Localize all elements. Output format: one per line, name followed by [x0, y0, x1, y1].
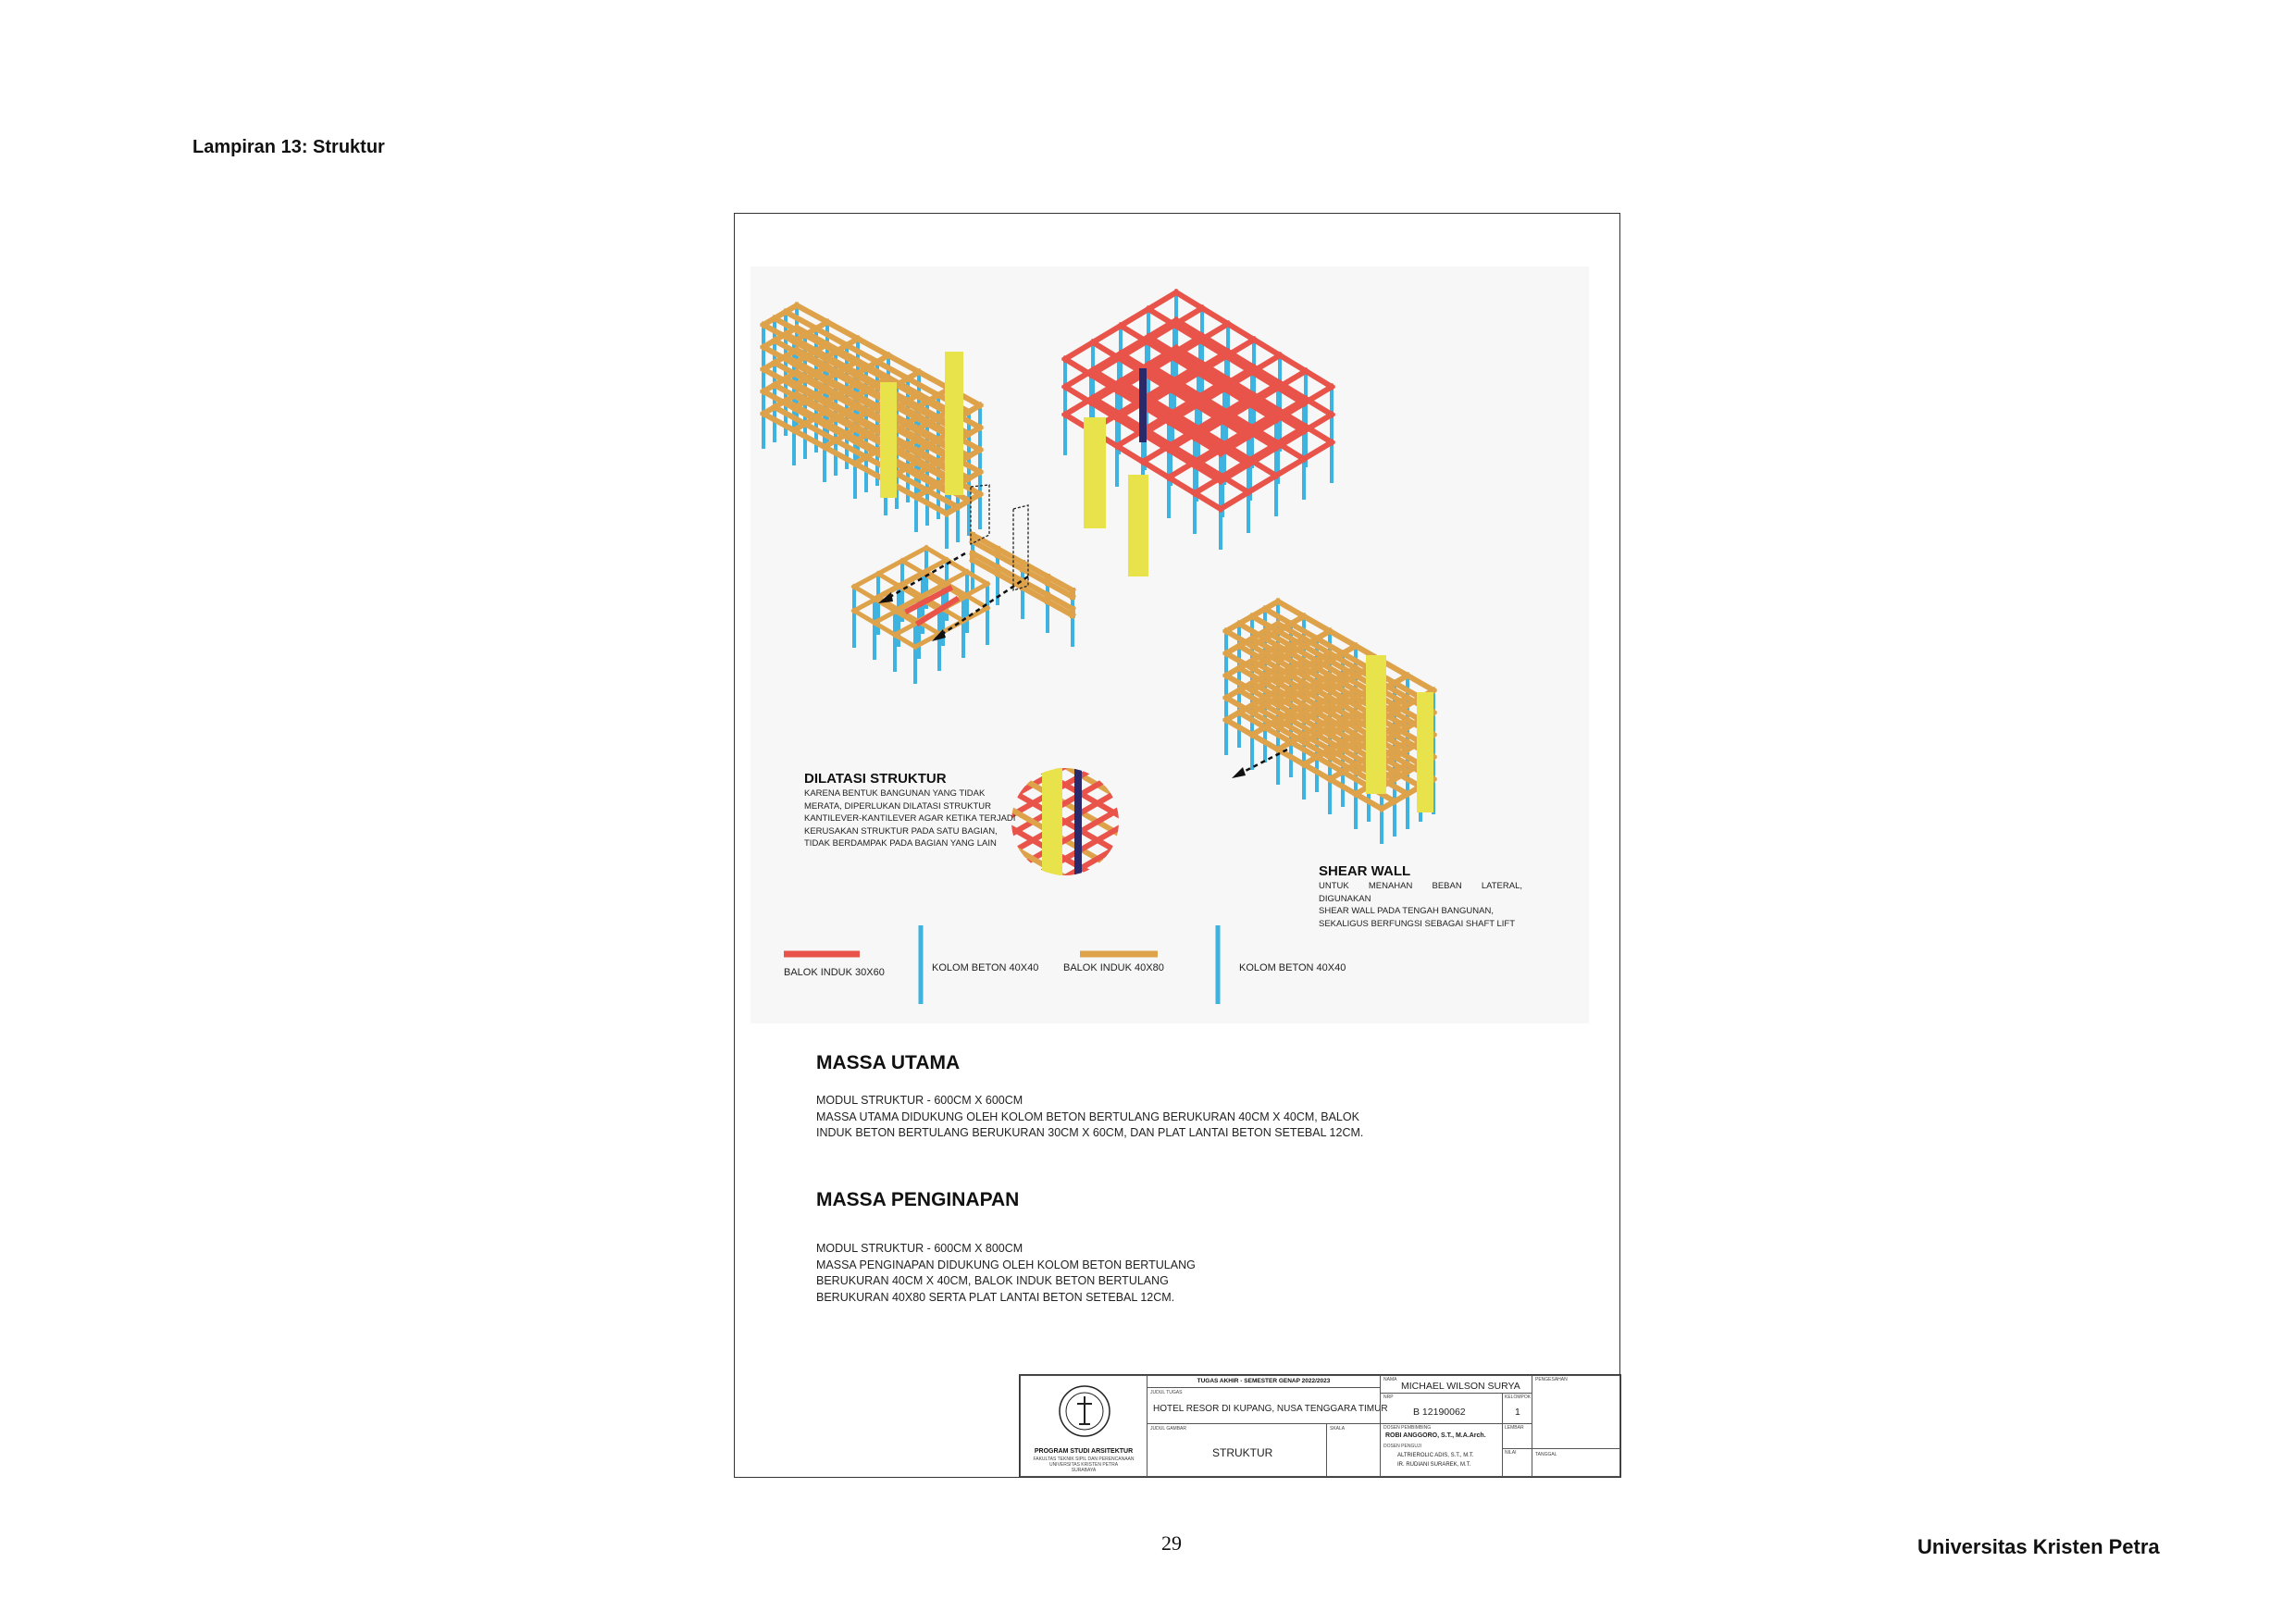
shear-wall-description: UNTUK MENAHAN BEBAN LATERAL, DIGUNAKAN SHEAR WALL PADA TENGAH BANGUNAN, SEKALIGUS BERFUNGSI SEBAGAI SHAFT LIFT [1319, 881, 1522, 929]
shear-wall-title: SHEAR WALL [1319, 863, 1411, 879]
student-name: MICHAEL WILSON SURYA [1401, 1381, 1520, 1392]
structure-diagram [751, 267, 1589, 1023]
massa-utama-description: MODUL STRUKTUR - 600CM X 600CM MASSA UTAMA DIDUKUNG OLEH KOLOM BETON BERTULANG BERUKURAN 40CM X 40CM, BALOK INDUK BETON BERTULANG BERUKURAN 30CM X 60CM, DAN PLAT LANTAI BETON SETEBAL 12CM. [816, 1094, 1364, 1139]
group-number: 1 [1515, 1407, 1520, 1418]
dilatasi-title: DILATASI STRUKTUR [804, 771, 947, 787]
student-id: B 12190062 [1413, 1407, 1466, 1418]
dilatasi-description: KARENA BENTUK BANGUNAN YANG TIDAK MERATA, DIPERLUKAN DILATASI STRUKTUR KANTILEVER-KANTILEVER AGAR KETIKA TERJADI KERUSAKAN STRUKTUR PADA SATU BAGIAN, TIDAK BERDAMPAK PADA BAGIAN YANG LAIN [804, 788, 1016, 849]
massa-utama-title: MASSA UTAMA [816, 1052, 961, 1073]
legend-balok-40x80: BALOK INDUK 40X80 [1063, 962, 1164, 973]
page-number: 29 [1161, 1531, 1182, 1555]
mentor-name: ROBI ANGGORO, S.T., M.A.Arch. [1385, 1432, 1486, 1439]
footer-university: Universitas Kristen Petra [1917, 1535, 2160, 1558]
university-seal-icon [1057, 1383, 1112, 1439]
massa-penginapan-description: MODUL STRUKTUR - 600CM X 800CM MASSA PENGINAPAN DIDUKUNG OLEH KOLOM BETON BERTULANG BERUKURAN 40CM X 40CM, BALOK INDUK BETON BERTULANG BERUKURAN 40X80 SERTA PLAT LANTAI BETON SETEBAL 12CM. [816, 1242, 1196, 1304]
title-block: PROGRAM STUDI ARSITEKTUR FAKULTAS TEKNIK SIPIL DAN PERENCANAAN UNIVERSITAS KRISTEN PETRA SURABAYA TUGAS AKHIR - SEMESTER GENAP 2022/2023 JUDUL TUGAS HOTEL RESOR DI KUPANG, NUSA TENGGARA TIMUR JUDUL GAMBAR STRUKTUR SKALA NAMA MICHAEL WILSON SURYA NRP B 12190062 KELOMPOK 1 DOSEN PEMBIMBING ROBI ANGGORO, S.T., M.A.Arch. DOSEN PENGUJI ALTRIEROLIC ADIS, S.T., M.T. IR. RUDIANI SURAREK, M.T. LEMBAR NILAI PENGESAHAN TANGGAL [1019, 1374, 1621, 1478]
page-heading: Lampiran 13: Struktur [192, 137, 385, 157]
drawing-title: STRUKTUR [1212, 1446, 1273, 1459]
examiner-1: ALTRIEROLIC ADIS, S.T., M.T. [1397, 1453, 1474, 1458]
examiner-2: IR. RUDIANI SURAREK, M.T. [1397, 1462, 1471, 1468]
legend-kolom-40x40-b: KOLOM BETON 40X40 [1239, 962, 1346, 973]
university-logo-cell: PROGRAM STUDI ARSITEKTUR FAKULTAS TEKNIK SIPIL DAN PERENCANAAN UNIVERSITAS KRISTEN PETRA SURABAYA [1020, 1375, 1148, 1477]
massa-penginapan-title: MASSA PENGINAPAN [816, 1189, 1020, 1210]
semester-label: TUGAS AKHIR - SEMESTER GENAP 2022/2023 [1197, 1378, 1331, 1384]
legend-balok-30x60: BALOK INDUK 30X60 [784, 967, 885, 978]
legend-kolom-40x40-a: KOLOM BETON 40X40 [932, 962, 1039, 973]
drawing-sheet [734, 213, 1620, 1478]
project-title: HOTEL RESOR DI KUPANG, NUSA TENGGARA TIMUR [1153, 1404, 1388, 1414]
